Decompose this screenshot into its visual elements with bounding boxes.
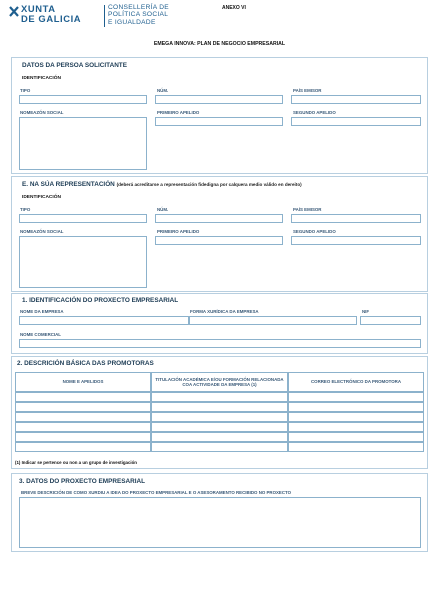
primeiro-label: PRIMEIRO APELIDO <box>157 110 200 115</box>
promoter-cell[interactable] <box>15 422 151 432</box>
promoter-cell[interactable] <box>151 392 288 402</box>
segundo-label: SEGUNDO APELIDO <box>293 110 336 115</box>
rep-pais-label: PAÍS EMISOR <box>293 207 322 212</box>
col-email-header: CORREO ELECTRÓNICO DA PROMOTORA <box>288 372 424 392</box>
promoter-cell[interactable] <box>288 442 424 452</box>
nomeacion-field[interactable] <box>19 117 147 170</box>
logo-line-1: XUNTA <box>21 3 56 14</box>
annex-label: ANEXO VI <box>222 5 246 11</box>
promoter-cell[interactable] <box>151 432 288 442</box>
promoter-cell[interactable] <box>151 402 288 412</box>
applicant-section <box>11 57 428 174</box>
promoter-cell[interactable] <box>288 422 424 432</box>
description-field[interactable] <box>19 497 421 548</box>
logo-divider <box>104 5 105 27</box>
rep-num-label: NÚM. <box>157 207 169 212</box>
promoter-cell[interactable] <box>15 412 151 422</box>
segundo-field[interactable] <box>291 117 421 126</box>
logo-line-2: DE GALICIA <box>21 13 82 24</box>
department-name <box>108 4 169 26</box>
rep-identification-heading: IDENTIFICACIÓN <box>22 195 61 200</box>
promoter-cell[interactable] <box>288 402 424 412</box>
rep-primeiro-field[interactable] <box>155 236 283 245</box>
pais-label: PAÍS EMISOR <box>293 88 322 93</box>
rep-pais-field[interactable] <box>291 214 421 223</box>
promoters-footnote: (1) Indicar se pertence ou non a un grupo de investigación <box>15 460 137 465</box>
representative-note: (deberá acreditarse a representación fidedigna por calquera medio válido en dereito) <box>116 182 302 187</box>
representative-title-text: E. NA SÚA REPRESENTACIÓN <box>22 181 115 188</box>
promoter-cell[interactable] <box>288 432 424 442</box>
promoter-cell[interactable] <box>15 432 151 442</box>
rep-nomeacion-field[interactable] <box>19 236 147 288</box>
company-name-field[interactable] <box>19 316 189 325</box>
nomeacion-label: NOMEAZÓN SOCIAL <box>20 110 64 115</box>
xunta-emblem-icon <box>9 6 19 17</box>
nif-field[interactable] <box>360 316 421 325</box>
trade-name-field[interactable] <box>19 339 421 348</box>
promoter-cell[interactable] <box>15 402 151 412</box>
logo-text <box>21 4 81 24</box>
legal-form-label: FORMA XURÍDICA DA EMPRESA <box>190 309 259 314</box>
promoter-cell[interactable] <box>151 412 288 422</box>
project-data-section <box>11 473 428 552</box>
pais-field[interactable] <box>291 95 421 104</box>
trade-name-label: NOME COMERCIAL <box>20 332 61 337</box>
rep-nomeacion-label: NOMEAZÓN SOCIAL <box>20 229 64 234</box>
dept-line-2: POLÍTICA SOCIAL <box>108 11 169 19</box>
col-qualification-header: TITULACIÓN ACADÉMICA E/OU FORMACIÓN RELACIONADA COA ACTIVIDADE DA EMPRESA (1) <box>151 372 288 392</box>
description-label: BREVE DESCRICIÓN DE COMO XURDIU A IDEA DO PROXECTO EMPRESARIAL E O ASESORAMENTO RECIBIDO NO PROXECTO <box>21 490 292 495</box>
project-identification-section <box>11 293 428 354</box>
num-field[interactable] <box>155 95 283 104</box>
rep-segundo-field[interactable] <box>291 236 421 245</box>
promoter-cell[interactable] <box>288 412 424 422</box>
project-data-title: 3. DATOS DO PROXECTO EMPRESARIAL <box>19 478 146 485</box>
xunta-logo <box>9 3 169 29</box>
promoters-section-title: 2. DESCRICIÓN BÁSICA DAS PROMOTORAS <box>17 360 154 367</box>
document-title: EMEGA INNOVA: PLAN DE NEGOCIO EMPRESARIAL <box>153 41 286 47</box>
rep-num-field[interactable] <box>155 214 283 223</box>
company-name-label: NOME DA EMPRESA <box>20 309 64 314</box>
dept-line-1: CONSELLERÍA DE <box>108 4 169 11</box>
project-identification-title: 1. IDENTIFICACIÓN DO PROXECTO EMPRESARIAL <box>22 297 179 304</box>
tipo-label: TIPO <box>20 88 31 93</box>
applicant-section-title: DATOS DA PERSOA SOLICITANTE <box>22 62 127 69</box>
representative-section-title <box>22 181 302 188</box>
num-label: NÚM. <box>157 88 169 93</box>
promoters-section <box>11 356 428 469</box>
promoter-cell[interactable] <box>15 442 151 452</box>
promoter-cell[interactable] <box>151 442 288 452</box>
promoter-cell[interactable] <box>151 422 288 432</box>
primeiro-field[interactable] <box>155 117 283 126</box>
promoter-cell[interactable] <box>15 392 151 402</box>
promoter-cell[interactable] <box>288 392 424 402</box>
col-name-header: NOME E APELIDOS <box>15 372 151 392</box>
representative-section <box>11 176 428 292</box>
tipo-field[interactable] <box>19 95 147 104</box>
identification-heading: IDENTIFICACIÓN <box>22 76 61 81</box>
nif-label: NIF <box>362 309 370 314</box>
rep-primeiro-label: PRIMEIRO APELIDO <box>157 229 200 234</box>
dept-line-3: E IGUALDADE <box>108 18 156 26</box>
rep-tipo-label: TIPO <box>20 207 31 212</box>
rep-segundo-label: SEGUNDO APELIDO <box>293 229 336 234</box>
legal-form-field[interactable] <box>189 316 357 325</box>
rep-tipo-field[interactable] <box>19 214 147 223</box>
